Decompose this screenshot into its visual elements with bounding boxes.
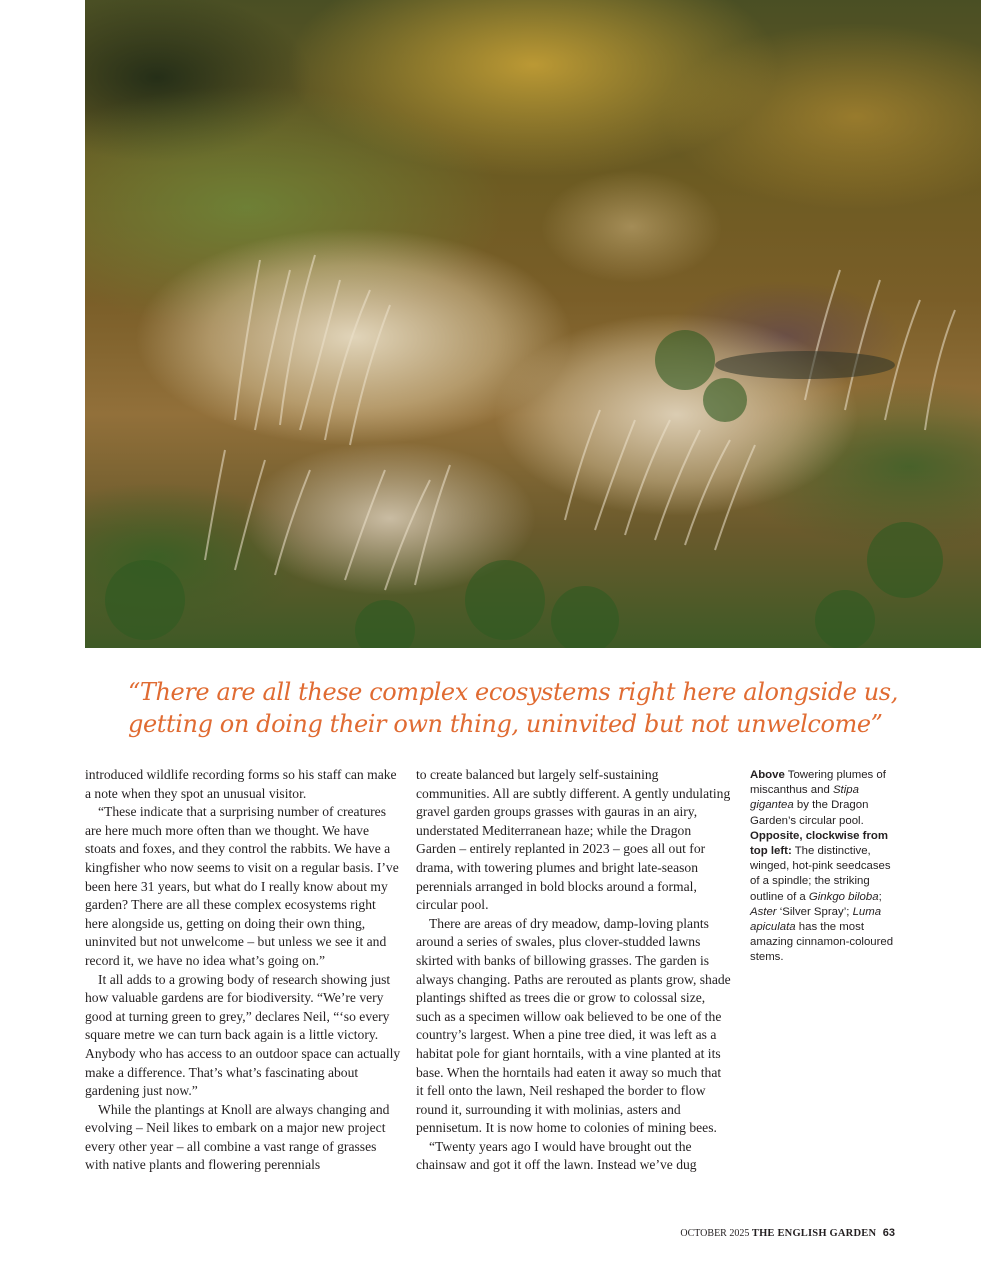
grass-plumes-illustration [85,0,981,648]
caption-label-opposite: Opposite, clockwise from top left: [750,829,888,858]
caption-text: ‘Silver Spray’; [776,905,853,918]
pull-quote: “There are all these complex ecosystems right here alongside us, getting on doing their own thing, uninvited but not unwelcome” [128,678,898,738]
caption-italic: Aster [750,905,777,918]
paragraph: to create balanced but largely self-sustaining communities. All are subtly different. A gently undulating gravel garden groups grasses with gauras in an airy, understated Mediterranean haze; while the Dragon Garden – entirely replanted in 2023 – goes all out for drama, with towering plumes and bright late-season perennials arranged in bold blocks around a formal, circular pool. [416,767,731,913]
page-number: 63 [882,1227,895,1239]
paragraph: There are areas of dry meadow, damp-loving plants around a series of swales, plus clover-studded lawns skirted with banks of billowing grasses. The garden is always changing. Paths are rerouted as plants grow, shade plantings shifted as trees die or grow to colossal size, such as a specimen willow oak believed to be one of the country’s largest. When a pine tree died, it was left as a habitat pole for giant horntails, with a vine planted at its base. When the horntails had eaten it away so much that it fell onto the lawn, Neil reshaped the border to flow round it, surrounding it with molinias, asters and pennisetum. It is now home to colonies of mining bees. [416,915,731,1136]
body-column-1 [85,766,401,1175]
caption-italic: Luma apiculata [750,905,882,934]
publication-name: THE ENGLISH GARDEN [751,1228,877,1239]
caption-text: Towering plumes of miscanthus and [750,769,886,797]
page-footer [680,1227,895,1239]
caption-italic: Ginkgo biloba [808,890,879,903]
caption-text: The distinctive, winged, hot-pink seedcases of a spindle; the striking outline of a [750,845,891,903]
issue-date: OCTOBER 2025 [680,1228,750,1239]
paragraph: It all adds to a growing body of research showing just how valuable gardens are for biodiversity. “We’re very good at turning green to grey,” declares Neil, “‘so every square metre we can turn back again is a little victory. Anybody who has access to an outdoor space can actually make a difference. That’s what’s fascinating about gardening just now.” [85,971,401,1099]
paragraph: “Twenty years ago I would have brought out the chainsaw and got it off the lawn. Instead we’ve dug [416,1138,697,1173]
photo-caption [750,768,896,966]
paragraph: introduced wildlife recording forms so his staff can make a note when they spot an unusual visitor. [85,767,397,801]
paragraph: While the plantings at Knoll are always changing and evolving – Neil likes to embark on a major new project every other year – all combine a vast range of grasses with native plants and flowering perennials [85,1101,390,1173]
caption-text: has the most amazing cinnamon-coloured stems. [750,921,894,964]
caption-text: ; [878,890,882,903]
hero-photo [85,0,981,648]
paragraph: “These indicate that a surprising number of creatures are here much more often than we thought. We have stoats and foxes, and they control the rabbits. We have a kingfisher who now seems to visit on a regular basis. I’ve been here 31 years, but what do I really know about my garden? There are all these complex ecosystems right here alongside us, getting on doing their own thing, uninvited but not unwelcome – but unless we see it and record it, we have no idea what’s going on.” [85,804,399,968]
caption-text: by the Dragon Garden’s circular pool. [750,799,869,827]
caption-label-above: Above [750,769,785,781]
caption-italic: Stipa gigantea [750,784,859,812]
body-column-2 [416,766,732,1175]
